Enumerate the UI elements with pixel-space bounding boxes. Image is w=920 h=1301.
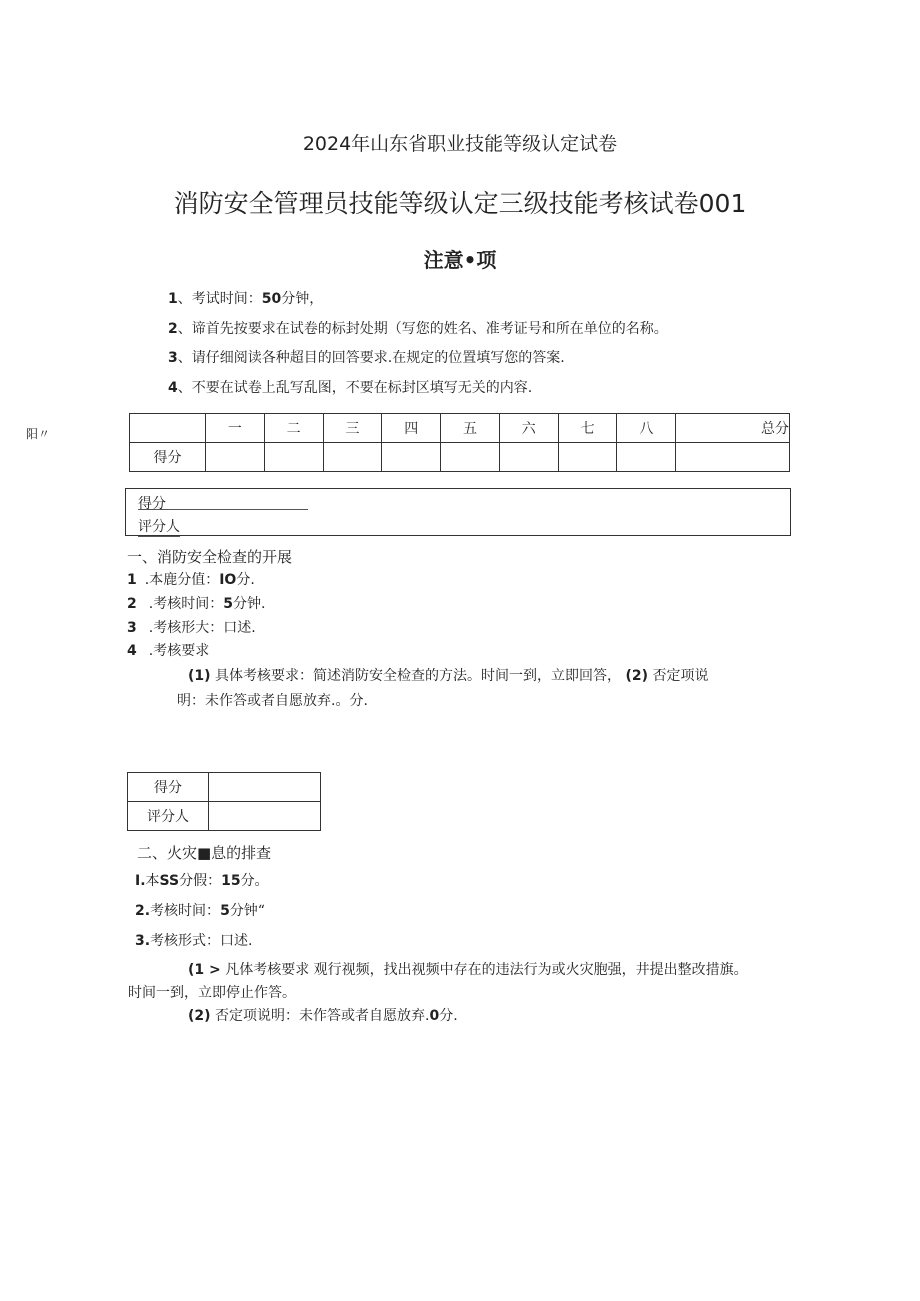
score-header-cell: 七 [558, 414, 617, 443]
score-cell[interactable] [206, 443, 265, 472]
score-table [129, 413, 790, 472]
section1-requirement: (1) 具体考核要求：简述消防安全检查的方法。时间一到，立即回答， (2) 否定项说 [188, 668, 709, 684]
exam-series-title: 2024年山东省职业技能等级认定试卷 [302, 133, 618, 155]
score-header-cell: 四 [382, 414, 441, 443]
section1-title: 一、消防安全检查的开展 [127, 548, 293, 566]
section1-requirement-cont: 明：未作答或者自愿放弃.。分. [177, 693, 368, 709]
notice-number: 1 [168, 291, 178, 307]
notice-number: 3 [168, 350, 178, 366]
grader-score-cell[interactable] [209, 773, 321, 802]
exam-title: 消防安全管理员技能等级认定三级技能考核试卷001 [173, 189, 747, 218]
score-table-row [130, 443, 790, 472]
grader-table [127, 772, 321, 831]
section2-item: I.本SS分假：15分。 [135, 873, 269, 889]
score-cell[interactable] [382, 443, 441, 472]
score-header-cell: 三 [323, 414, 382, 443]
section2-item: 3.考核形式：口述. [135, 933, 253, 949]
score-cell[interactable] [264, 443, 323, 472]
notice-number: 2 [168, 321, 178, 337]
notice-item: 4、不要在试卷上乱写乱图，不要在标封区填写无关的内容. [168, 380, 533, 396]
section1-item: 3 .考核形大：口述. [127, 620, 256, 636]
score-header-cell: 总分 [676, 414, 790, 443]
score-cell[interactable] [676, 443, 790, 472]
notice-item: 2、谛首先按要求在试卷的标封处期（写您的姓名、准考证号和所在单位的名称。 [168, 321, 668, 337]
score-cell[interactable] [617, 443, 676, 472]
score-table-header-row [130, 414, 790, 443]
score-header-cell: 六 [499, 414, 558, 443]
section2-title: 二、火灾■息的排查 [137, 844, 272, 862]
section1-item: 1 .本鹿分值：IO分. [127, 572, 255, 588]
grader-box [125, 488, 791, 536]
score-header-cell: 一 [206, 414, 265, 443]
score-header-cell: 二 [264, 414, 323, 443]
score-header-cell: 八 [617, 414, 676, 443]
grader-name-label: 评分人 [138, 516, 180, 537]
notice-item: 1、考试时间：50分钟， [168, 291, 324, 307]
score-cell[interactable] [499, 443, 558, 472]
grader-score-label: 得分 [138, 496, 166, 512]
section1-item: 4 .考核要求 [127, 643, 210, 659]
section2-requirement: (1 > 凡体考核要求 观行视频，找出视频中存在的违法行为或火灾胞强，井提出整改措旗。 [188, 962, 748, 978]
section2-item: 2.考核时间：5分钟“ [135, 903, 265, 919]
notice-item: 3、请仔细阅读各种超目的回答要求.在规定的位置填写您的答案. [168, 350, 565, 366]
score-cell[interactable] [323, 443, 382, 472]
score-row-label: 得分 [130, 443, 206, 472]
notice-number: 4 [168, 380, 178, 396]
section2-requirement-cont: 时间一到，立即停止作答。 [128, 985, 296, 1001]
score-blank-line[interactable] [138, 509, 308, 510]
score-header-cell: 五 [441, 414, 500, 443]
grader-name-label: 评分人 [128, 802, 209, 831]
score-cell[interactable] [558, 443, 617, 472]
section2-negation-rule: (2) 否定项说明：未作答或者自愿放弃.0分. [188, 1008, 458, 1024]
notice-heading: 注意•项 [423, 248, 497, 272]
side-mark: 阳〃 [26, 427, 51, 441]
score-cell[interactable] [441, 443, 500, 472]
grader-score-label: 得分 [128, 773, 209, 802]
section1-item: 2 .考核时间：5分钟. [127, 596, 266, 612]
score-header-cell [130, 414, 206, 443]
grader-name-cell[interactable] [209, 802, 321, 831]
